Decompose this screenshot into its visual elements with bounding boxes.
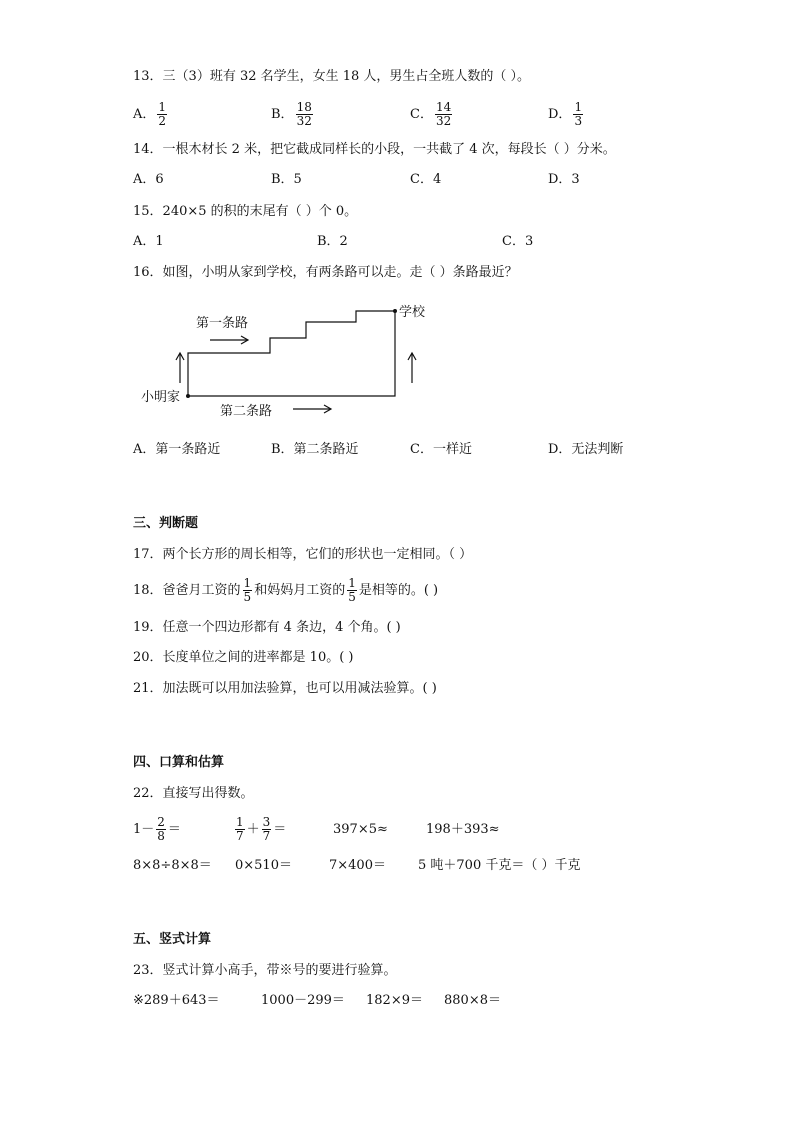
- q20: 20．长度单位之间的进率都是 10。( ): [133, 650, 354, 665]
- q22: 22．直接写出得数。: [133, 786, 254, 801]
- calc-8: 5 吨＋700 千克＝（ ）千克: [418, 858, 581, 873]
- q13-option-c[interactable]: [410, 100, 454, 130]
- fraction: $\frac{3}{7}$: [262, 815, 271, 843]
- vertical-calc-4: 880×8＝: [444, 993, 501, 1008]
- option-label: B．: [271, 107, 294, 122]
- q15-stem: 15．240×5 的积的末尾有（ ）个 0。: [133, 204, 358, 219]
- school-label: 学校: [399, 305, 426, 320]
- option-label: D．: [548, 107, 572, 122]
- arrow-right-icon: [210, 336, 248, 344]
- home-label: 小明家: [141, 390, 181, 405]
- q14-option-a[interactable]: A．6: [133, 172, 164, 187]
- q14-option-b[interactable]: B．5: [271, 172, 302, 187]
- fraction: $\frac{1}{3}$: [574, 100, 583, 128]
- calc-6: 0×510＝: [235, 858, 292, 873]
- q16-option-b[interactable]: B．第二条路近: [271, 442, 359, 457]
- q13-option-a[interactable]: [133, 100, 169, 130]
- option-label: C．: [410, 107, 433, 122]
- q13-option-d[interactable]: [548, 100, 585, 130]
- fraction: $\frac{14}{32}$: [435, 100, 452, 128]
- route2-label: 第二条路: [220, 404, 273, 419]
- calc-2: $\frac{1}{7}$ ＋ $\frac{3}{7}$ ＝: [236, 815, 287, 843]
- fraction: $\frac{1}{5}$: [243, 576, 252, 604]
- section3-title: 三、判断题: [133, 516, 199, 531]
- q15-option-a[interactable]: A．1: [133, 234, 164, 249]
- fraction: $\frac{1}{5}$: [348, 576, 356, 604]
- arrow-right-icon: [293, 405, 331, 413]
- section4-title: 四、口算和估算: [133, 755, 225, 770]
- vertical-calc-1: ※289＋643＝: [133, 993, 220, 1008]
- q13-option-b[interactable]: [271, 100, 315, 130]
- fraction: $\frac{2}{8}$: [157, 815, 165, 843]
- calc-3: 397×5≈: [333, 822, 388, 837]
- q15-option-c[interactable]: C．3: [502, 234, 534, 249]
- fraction: $\frac{18}{32}$: [296, 100, 312, 128]
- calc-5: 8×8÷8×8＝: [133, 858, 212, 873]
- fraction: $\frac{1}{2}$: [158, 100, 167, 128]
- calc-7: 7×400＝: [329, 858, 386, 873]
- arrow-up-icon: [176, 353, 184, 383]
- q23: 23．竖式计算小高手，带※号的要进行验算。: [133, 963, 397, 978]
- vertical-calc-3: 182×9＝: [366, 993, 423, 1008]
- route-diagram: [130, 298, 450, 423]
- q21: 21．加法既可以用加法验算，也可以用减法验算。( ): [133, 681, 437, 696]
- calc-4: 198＋393≈: [426, 822, 500, 837]
- q14-option-d[interactable]: D．3: [548, 172, 580, 187]
- fraction: $\frac{1}{7}$: [236, 815, 244, 843]
- calc-1: 1－ $\frac{2}{8}$ ＝: [133, 815, 181, 843]
- section5-title: 五、竖式计算: [133, 932, 212, 947]
- q14-option-c[interactable]: C．4: [410, 172, 442, 187]
- q19: 19．任意一个四边形都有 4 条边，4 个角。( ): [133, 620, 401, 635]
- arrow-up-icon: [408, 353, 416, 383]
- q13-stem: 13．三（3）班有 32 名学生，女生 18 人，男生占全班人数的（ ）。: [133, 69, 531, 84]
- q16-option-c[interactable]: C．一样近: [410, 442, 472, 457]
- route1-label: 第一条路: [196, 316, 249, 331]
- option-label: A．: [133, 107, 156, 122]
- q16-option-d[interactable]: D．无法判断: [548, 442, 624, 457]
- home-dot: [186, 394, 190, 398]
- q17: 17．两个长方形的周长相等，它们的形状也一定相同。（ ）: [133, 547, 473, 562]
- q18: 18．爸爸月工资的 $\frac{1}{5}$ 和妈妈月工资的 $\frac{1}{5}$ 是相等的。( ): [133, 576, 439, 604]
- q16-option-a[interactable]: A．第一条路近: [133, 442, 221, 457]
- q16-stem: 16．如图，小明从家到学校，有两条路可以走。走（ ）条路最近？: [133, 265, 518, 280]
- vertical-calc-2: 1000－299＝: [261, 993, 345, 1008]
- q14-stem: 14．一根木材长 2 米，把它截成同样长的小段，一共截了 4 次，每段长（ ）分米。: [133, 142, 616, 157]
- school-dot: [393, 309, 397, 313]
- q15-option-b[interactable]: B．2: [317, 234, 348, 249]
